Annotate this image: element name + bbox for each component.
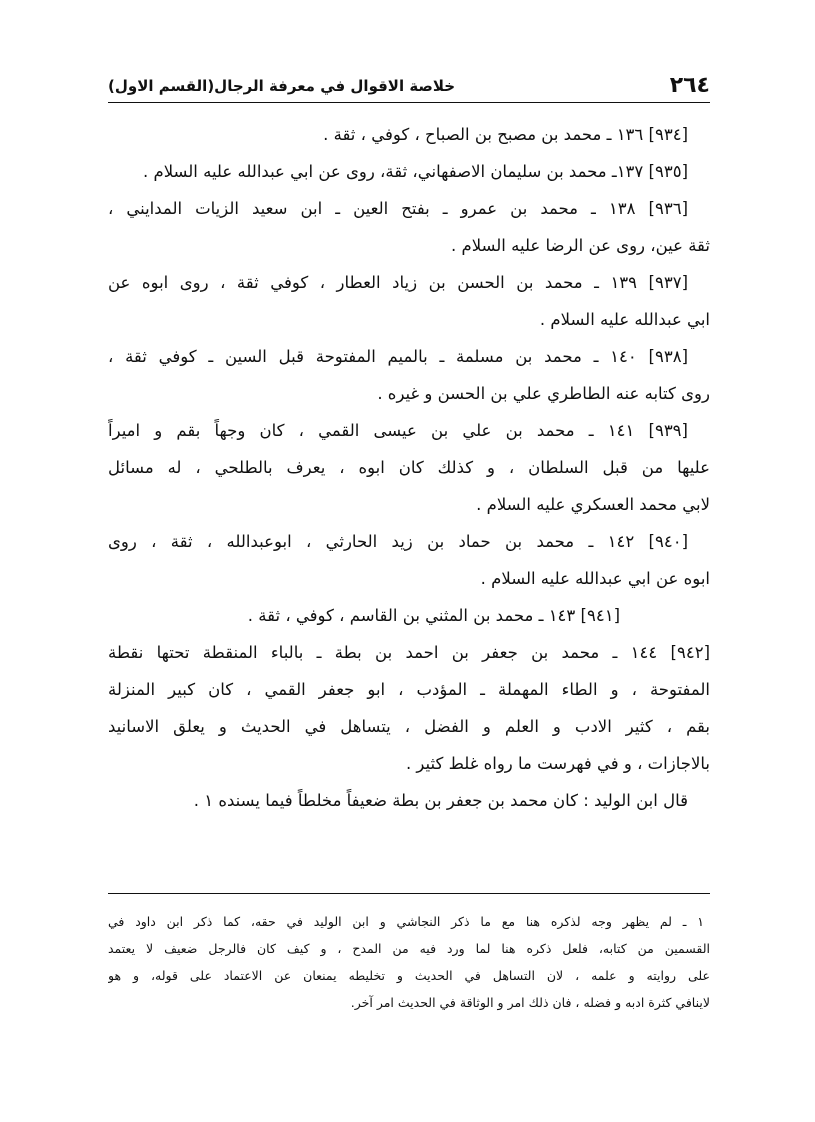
footnotes <box>108 908 710 1016</box>
entry-937-continuation: ابي عبدالله عليه السلام . <box>539 310 710 329</box>
footnote-divider <box>108 893 710 894</box>
entry-934-line: [٩٣٤] ١٣٦ ـ محمد بن مصبح بن الصباح ، كوفي ، ثقة . <box>323 125 688 144</box>
entry-942-line: [٩٤٢] ١٤٤ ـ محمد بن جعفر بن احمد بن بطة ـ بالباء المنقطة تحتها نقطة <box>108 643 710 662</box>
entry-940-continuation: ابوه عن ابي عبدالله عليه السلام . <box>480 569 710 588</box>
entry-941-line: [٩٤١] ١٤٣ ـ محمد بن المثني بن القاسم ، كوفي ، ثقة . <box>247 606 620 625</box>
main-text <box>108 116 710 819</box>
entry-938-continuation: روى كتابه عنه الطاطري علي بن الحسن و غيره . <box>377 384 710 403</box>
entry-942-continuation-2: بقم ، كثير الادب و العلم و الفضل ، يتساهل في الحديث و يعلق الاسانيد <box>108 717 710 736</box>
entry-939-line: [٩٣٩] ١٤١ ـ محمد بن علي بن عيسى القمي ، كان وجهاً بقم و اميراً <box>108 421 688 440</box>
entry-942-continuation-3: بالاجازات ، و في فهرست ما رواه غلط كثير . <box>405 754 710 773</box>
ibn-al-walid-quote: قال ابن الوليد : كان محمد بن جعفر بن بطة ضعيفاً مخلطاً فيما يسنده ١ . <box>193 791 688 810</box>
entry-936-continuation: ثقة عين، روى عن الرضا عليه السلام . <box>451 236 710 255</box>
entry-942-continuation: المفتوحة ، و الطاء المهملة ـ المؤدب ، ابو جعفر القمي ، كان كبير المنزلة <box>108 680 710 699</box>
page-number: ٢٦٤ <box>669 73 710 98</box>
footnote-line: لاينافي كثرة ادبه و فضله ، فان ذلك امر و الوثاقة في الحديث امر آخر. <box>350 995 710 1010</box>
footnote-line: ١ ـ لم يظهر وجه لذكره هنا مع ما ذكر النجاشي و ابن الوليد في حقه، كما ذكر ابن داود في <box>108 914 704 929</box>
entry-939-continuation: عليها من قبل السلطان ، و كذلك كان ابوه ، يعرف بالطلحي ، له مسائل <box>108 458 710 477</box>
footnote-line: القسمين من كتابه، فلعل ذكره هنا لما ورد فيه من المدح ، و كيف كان فالرجل ضعيف لا يعتمد <box>108 941 710 956</box>
entry-939-continuation-2: لابي محمد العسكري عليه السلام . <box>476 495 710 514</box>
page-header <box>108 72 710 103</box>
entry-936-line: [٩٣٦] ١٣٨ ـ محمد بن عمرو ـ بفتح العين ـ ابن سعيد الزيات المدايني ، <box>108 199 688 218</box>
entry-938-line: [٩٣٨] ١٤٠ ـ محمد بن مسلمة ـ بالميم المفتوحة قبل السين ـ كوفي ثقة ، <box>108 347 688 366</box>
entry-937-line: [٩٣٧] ١٣٩ ـ محمد بن الحسن بن زياد العطار ، كوفي ثقة ، روى ابوه عن <box>108 273 688 292</box>
entry-940-line: [٩٤٠] ١٤٢ ـ محمد بن حماد بن زيد الحارثي ، ابوعبدالله ، ثقة ، روى <box>108 532 689 551</box>
footnote-line: على روايته و علمه ، لان التساهل في الحديث و تخليطه يمنعان عن الاعتماد على قوله، و هو <box>108 968 710 983</box>
entry-935-line: [٩٣٥] ١٣٧ـ محمد بن سليمان الاصفهاني، ثقة، روى عن ابي عبدالله عليه السلام . <box>142 162 688 181</box>
running-title: خلاصة الاقوال في معرفة الرجال(القسم الاول) <box>108 77 456 95</box>
